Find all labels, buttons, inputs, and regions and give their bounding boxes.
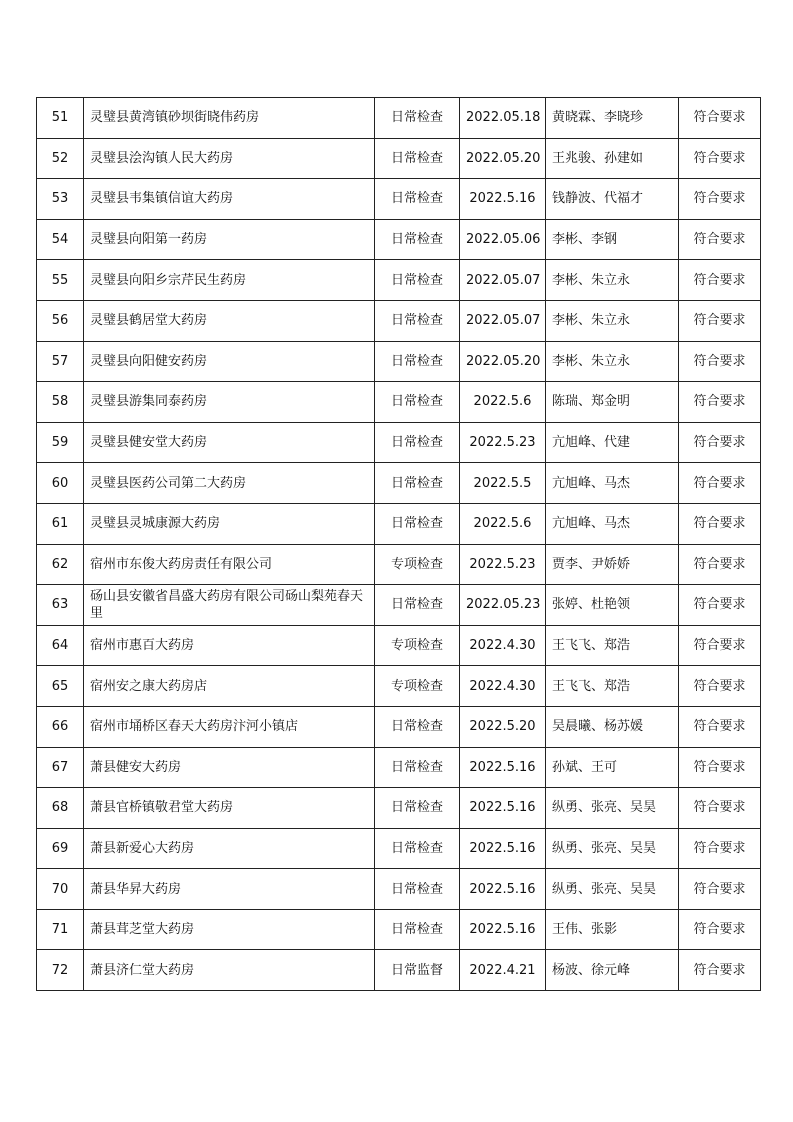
inspection-type-cell: 日常检查 <box>375 463 460 504</box>
pharmacy-name-cell: 灵璧县游集同泰药房 <box>84 382 375 423</box>
pharmacy-name-cell: 萧县新爱心大药房 <box>84 828 375 869</box>
inspection-result-cell: 符合要求 <box>679 788 761 829</box>
inspectors-cell: 张婷、杜艳领 <box>546 585 679 626</box>
inspection-type-cell: 日常检查 <box>375 260 460 301</box>
inspectors-cell: 钱静波、代福才 <box>546 179 679 220</box>
inspection-date-cell: 2022.5.20 <box>460 706 546 747</box>
inspectors-cell: 孙斌、王可 <box>546 747 679 788</box>
inspection-date-cell: 2022.5.6 <box>460 382 546 423</box>
inspection-type-cell: 日常检查 <box>375 869 460 910</box>
inspectors-cell: 王飞飞、郑浩 <box>546 625 679 666</box>
pharmacy-name-cell: 灵璧县向阳乡宗芹民生药房 <box>84 260 375 301</box>
row-number-cell: 65 <box>37 666 84 707</box>
inspection-table <box>36 97 761 991</box>
inspection-result-cell: 符合要求 <box>679 300 761 341</box>
pharmacy-name-cell: 萧县华昇大药房 <box>84 869 375 910</box>
table-row <box>37 300 761 341</box>
table-row <box>37 260 761 301</box>
inspectors-cell: 王飞飞、郑浩 <box>546 666 679 707</box>
inspection-date-cell: 2022.5.6 <box>460 503 546 544</box>
inspection-date-cell: 2022.5.23 <box>460 422 546 463</box>
table-row <box>37 909 761 950</box>
pharmacy-name-cell: 宿州市惠百大药房 <box>84 625 375 666</box>
inspectors-cell: 王伟、张影 <box>546 909 679 950</box>
inspection-date-cell: 2022.5.16 <box>460 869 546 910</box>
inspectors-cell: 亢旭峰、马杰 <box>546 503 679 544</box>
table-row <box>37 179 761 220</box>
inspection-date-cell: 2022.5.16 <box>460 788 546 829</box>
row-number-cell: 64 <box>37 625 84 666</box>
inspection-date-cell: 2022.5.16 <box>460 909 546 950</box>
inspectors-cell: 王兆骏、孙建如 <box>546 138 679 179</box>
inspectors-cell: 纵勇、张亮、吴昊 <box>546 869 679 910</box>
inspectors-cell: 吴晨曦、杨苏媛 <box>546 706 679 747</box>
pharmacy-name-cell: 灵璧县韦集镇信谊大药房 <box>84 179 375 220</box>
table-row <box>37 98 761 139</box>
inspection-result-cell: 符合要求 <box>679 706 761 747</box>
inspection-date-cell: 2022.4.30 <box>460 666 546 707</box>
inspection-type-cell: 专项检查 <box>375 666 460 707</box>
table-body <box>37 98 761 991</box>
table-row <box>37 503 761 544</box>
row-number-cell: 67 <box>37 747 84 788</box>
row-number-cell: 71 <box>37 909 84 950</box>
inspection-type-cell: 日常检查 <box>375 219 460 260</box>
inspection-date-cell: 2022.05.20 <box>460 138 546 179</box>
inspection-date-cell: 2022.5.5 <box>460 463 546 504</box>
table-row <box>37 219 761 260</box>
inspection-type-cell: 日常检查 <box>375 341 460 382</box>
inspectors-cell: 纵勇、张亮、吴昊 <box>546 788 679 829</box>
inspection-type-cell: 专项检查 <box>375 544 460 585</box>
inspectors-cell: 李彬、朱立永 <box>546 300 679 341</box>
row-number-cell: 54 <box>37 219 84 260</box>
row-number-cell: 53 <box>37 179 84 220</box>
inspection-date-cell: 2022.5.16 <box>460 747 546 788</box>
table-row <box>37 585 761 626</box>
table-row <box>37 747 761 788</box>
pharmacy-name-cell: 砀山县安徽省昌盛大药房有限公司砀山梨苑春天里 <box>84 585 375 626</box>
inspection-result-cell: 符合要求 <box>679 219 761 260</box>
inspection-date-cell: 2022.5.16 <box>460 179 546 220</box>
inspection-result-cell: 符合要求 <box>679 869 761 910</box>
inspection-result-cell: 符合要求 <box>679 625 761 666</box>
table-row <box>37 706 761 747</box>
pharmacy-name-cell: 灵璧县医药公司第二大药房 <box>84 463 375 504</box>
inspection-date-cell: 2022.05.06 <box>460 219 546 260</box>
inspection-date-cell: 2022.4.30 <box>460 625 546 666</box>
row-number-cell: 68 <box>37 788 84 829</box>
inspection-result-cell: 符合要求 <box>679 463 761 504</box>
table-row <box>37 625 761 666</box>
inspection-type-cell: 专项检查 <box>375 625 460 666</box>
inspection-type-cell: 日常检查 <box>375 788 460 829</box>
row-number-cell: 51 <box>37 98 84 139</box>
inspection-result-cell: 符合要求 <box>679 666 761 707</box>
inspection-result-cell: 符合要求 <box>679 138 761 179</box>
inspection-type-cell: 日常检查 <box>375 138 460 179</box>
inspectors-cell: 亢旭峰、马杰 <box>546 463 679 504</box>
pharmacy-name-cell: 宿州安之康大药房店 <box>84 666 375 707</box>
inspection-result-cell: 符合要求 <box>679 98 761 139</box>
inspection-type-cell: 日常检查 <box>375 747 460 788</box>
pharmacy-name-cell: 灵璧县健安堂大药房 <box>84 422 375 463</box>
pharmacy-name-cell: 灵璧县黄湾镇砂坝街晓伟药房 <box>84 98 375 139</box>
pharmacy-name-cell: 萧县健安大药房 <box>84 747 375 788</box>
row-number-cell: 72 <box>37 950 84 991</box>
row-number-cell: 61 <box>37 503 84 544</box>
inspection-type-cell: 日常检查 <box>375 422 460 463</box>
inspection-result-cell: 符合要求 <box>679 909 761 950</box>
inspection-result-cell: 符合要求 <box>679 503 761 544</box>
pharmacy-name-cell: 灵璧县灵城康源大药房 <box>84 503 375 544</box>
inspectors-cell: 亢旭峰、代建 <box>546 422 679 463</box>
inspection-result-cell: 符合要求 <box>679 544 761 585</box>
pharmacy-name-cell: 宿州市东俊大药房责任有限公司 <box>84 544 375 585</box>
table-row <box>37 666 761 707</box>
inspectors-cell: 李彬、朱立永 <box>546 260 679 301</box>
inspection-type-cell: 日常检查 <box>375 300 460 341</box>
row-number-cell: 70 <box>37 869 84 910</box>
table-row <box>37 382 761 423</box>
table-row <box>37 869 761 910</box>
row-number-cell: 66 <box>37 706 84 747</box>
inspection-type-cell: 日常检查 <box>375 828 460 869</box>
inspection-type-cell: 日常检查 <box>375 503 460 544</box>
inspection-type-cell: 日常监督 <box>375 950 460 991</box>
inspectors-cell: 李彬、李钢 <box>546 219 679 260</box>
pharmacy-name-cell: 灵璧县浍沟镇人民大药房 <box>84 138 375 179</box>
inspection-date-cell: 2022.05.07 <box>460 300 546 341</box>
inspectors-cell: 李彬、朱立永 <box>546 341 679 382</box>
pharmacy-name-cell: 宿州市埇桥区春天大药房汴河小镇店 <box>84 706 375 747</box>
table-row <box>37 138 761 179</box>
inspection-type-cell: 日常检查 <box>375 98 460 139</box>
inspection-date-cell: 2022.5.16 <box>460 828 546 869</box>
inspection-type-cell: 日常检查 <box>375 909 460 950</box>
pharmacy-name-cell: 萧县济仁堂大药房 <box>84 950 375 991</box>
table-row <box>37 463 761 504</box>
inspection-type-cell: 日常检查 <box>375 585 460 626</box>
pharmacy-name-cell: 灵璧县向阳第一药房 <box>84 219 375 260</box>
inspection-date-cell: 2022.05.18 <box>460 98 546 139</box>
row-number-cell: 55 <box>37 260 84 301</box>
row-number-cell: 56 <box>37 300 84 341</box>
row-number-cell: 59 <box>37 422 84 463</box>
inspection-type-cell: 日常检查 <box>375 706 460 747</box>
inspection-result-cell: 符合要求 <box>679 179 761 220</box>
table-row <box>37 422 761 463</box>
inspection-result-cell: 符合要求 <box>679 260 761 301</box>
inspection-type-cell: 日常检查 <box>375 179 460 220</box>
inspection-date-cell: 2022.4.21 <box>460 950 546 991</box>
row-number-cell: 52 <box>37 138 84 179</box>
pharmacy-name-cell: 灵璧县向阳健安药房 <box>84 341 375 382</box>
row-number-cell: 63 <box>37 585 84 626</box>
inspection-result-cell: 符合要求 <box>679 585 761 626</box>
table-row <box>37 788 761 829</box>
inspection-date-cell: 2022.05.07 <box>460 260 546 301</box>
row-number-cell: 62 <box>37 544 84 585</box>
inspection-result-cell: 符合要求 <box>679 747 761 788</box>
inspection-result-cell: 符合要求 <box>679 828 761 869</box>
inspection-result-cell: 符合要求 <box>679 382 761 423</box>
inspectors-cell: 黄晓霖、李晓珍 <box>546 98 679 139</box>
row-number-cell: 57 <box>37 341 84 382</box>
pharmacy-name-cell: 萧县官桥镇敬君堂大药房 <box>84 788 375 829</box>
row-number-cell: 60 <box>37 463 84 504</box>
table-row <box>37 341 761 382</box>
table-row <box>37 950 761 991</box>
inspectors-cell: 纵勇、张亮、吴昊 <box>546 828 679 869</box>
pharmacy-name-cell: 灵璧县鹤居堂大药房 <box>84 300 375 341</box>
inspection-date-cell: 2022.5.23 <box>460 544 546 585</box>
inspectors-cell: 陈瑞、郑金明 <box>546 382 679 423</box>
row-number-cell: 58 <box>37 382 84 423</box>
inspection-type-cell: 日常检查 <box>375 382 460 423</box>
inspection-result-cell: 符合要求 <box>679 341 761 382</box>
inspectors-cell: 杨波、徐元峰 <box>546 950 679 991</box>
pharmacy-name-cell: 萧县茸芝堂大药房 <box>84 909 375 950</box>
table-row <box>37 828 761 869</box>
table-row <box>37 544 761 585</box>
inspection-result-cell: 符合要求 <box>679 950 761 991</box>
inspection-date-cell: 2022.05.20 <box>460 341 546 382</box>
row-number-cell: 69 <box>37 828 84 869</box>
inspectors-cell: 贾李、尹娇娇 <box>546 544 679 585</box>
inspection-date-cell: 2022.05.23 <box>460 585 546 626</box>
inspection-result-cell: 符合要求 <box>679 422 761 463</box>
